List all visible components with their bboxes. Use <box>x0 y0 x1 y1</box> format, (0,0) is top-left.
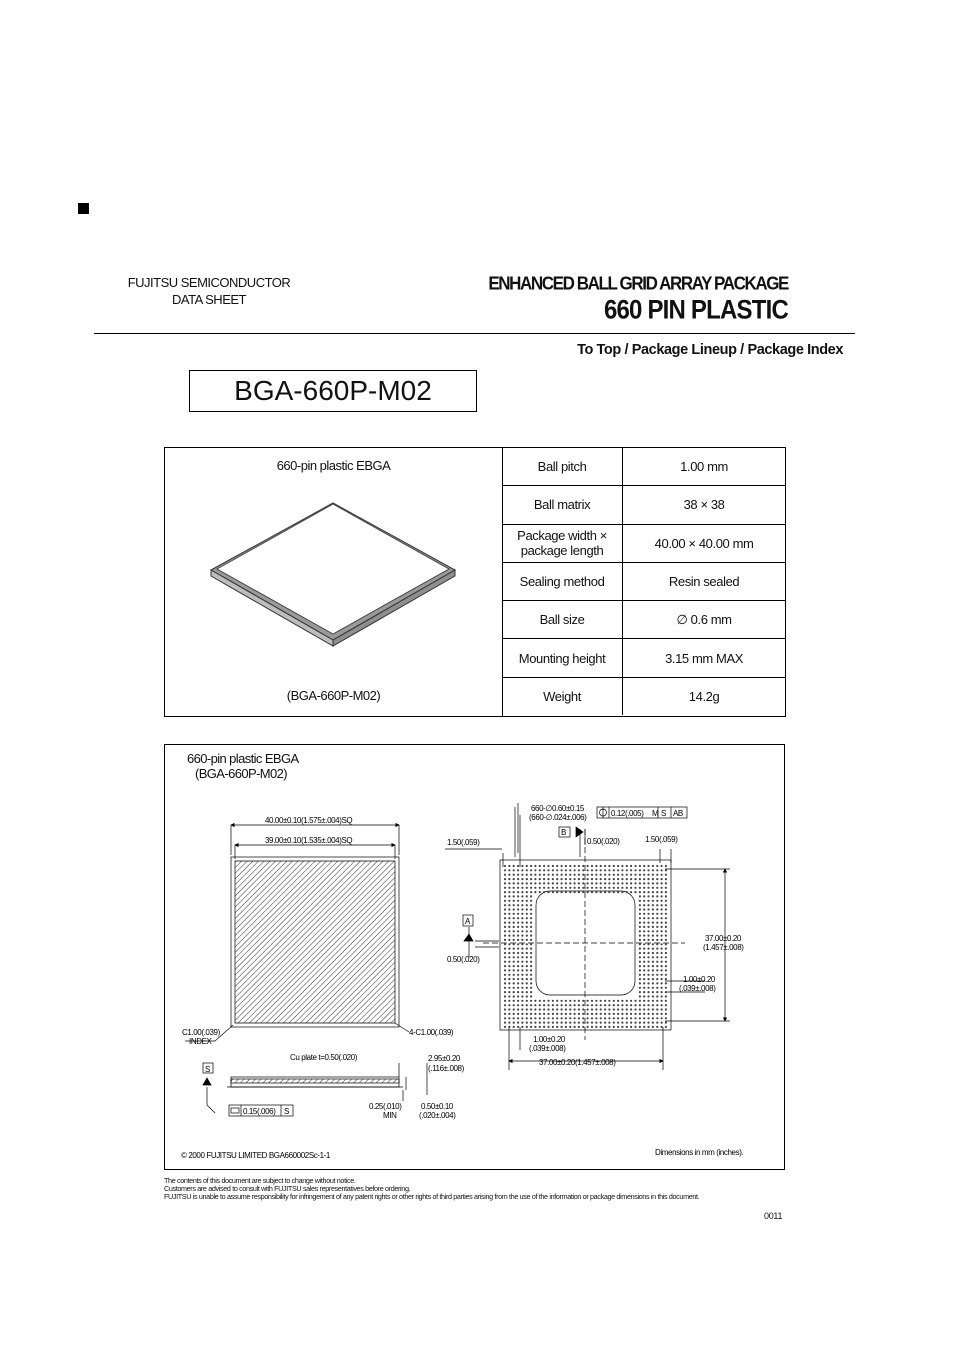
position-modifier: M <box>652 809 659 818</box>
doc-type: DATA SHEET <box>172 292 246 307</box>
package-illustration-cell <box>165 448 503 716</box>
flatness-value: 0.15(.006) <box>243 1107 276 1116</box>
dim-ball-height-inch: (.020±.004) <box>419 1111 456 1120</box>
dimension-drawing-panel <box>164 744 785 1170</box>
spec-row <box>502 601 785 639</box>
flatness-datum: S <box>284 1107 289 1116</box>
datum-b-label: B <box>561 828 566 837</box>
maker-name: FUJITSU SEMICONDUCTOR <box>127 275 291 290</box>
spec-value: 40.00 × 40.00 mm <box>623 524 785 562</box>
dim-pitch-bottom-inch: (.039±.008) <box>529 1044 566 1053</box>
dim-ball-diameter: 660-∅0.60±0.15 <box>531 804 584 813</box>
nav-link-top[interactable]: To Top <box>577 342 621 358</box>
package-code-box: BGA-660P-M02 <box>189 370 477 412</box>
index-label: INDEX <box>189 1037 212 1046</box>
dim-ball-span-vertical-inch: (1.457±.008) <box>703 943 744 952</box>
illustration-code: (BGA-660P-M02) <box>286 688 381 703</box>
dim-ball-height: 0.50±0.10 <box>421 1102 453 1111</box>
dim-body-size: 39.00±0.10(1.535±.004)SQ <box>265 836 353 845</box>
dim-corner-chamfer: 4-C1.00(.039) <box>409 1028 454 1037</box>
nav-separator: / <box>620 342 632 358</box>
maker-block <box>100 274 318 308</box>
footer-note: FUJITSU is unable to assume responsibility for infringement of any patent rights or other rights of third parties arising from the use of the information or package dimensions in this document. <box>164 1192 700 1202</box>
package-family-title: ENHANCED BALL GRID ARRAY PACKAGE <box>488 273 788 294</box>
position-datum-s: S <box>661 809 666 818</box>
spec-value: 14.2g <box>688 688 720 704</box>
spec-row <box>502 677 785 715</box>
spec-value: 38 × 38 <box>623 486 785 524</box>
dim-ball-diameter-inch: (660-∅.024±.006) <box>529 813 587 822</box>
spec-value: 1.00 mm <box>623 448 785 486</box>
spec-key: Package width × package length <box>502 524 623 562</box>
section-bullet <box>78 203 89 214</box>
footer-note: The contents of this document are subject to change without notice. <box>164 1176 356 1185</box>
package-dimension-drawing <box>165 745 784 1169</box>
cu-plate-note: Cu plate t=0.50(.020) <box>290 1053 357 1062</box>
dim-height: 2.95±0.20 <box>428 1054 460 1063</box>
header-divider <box>94 333 855 334</box>
dim-edge-right: 1.50(.059) <box>645 835 678 844</box>
spec-value: 3.15 mm MAX <box>623 639 785 677</box>
spec-row <box>502 562 785 600</box>
package-3d-illustration <box>205 498 465 648</box>
drawing-copyright: © 2000 FUJITSU LIMITED BGA660002Sc-1-1 <box>181 1151 330 1160</box>
nav-separator: / <box>736 342 748 358</box>
dim-edge-left: 1.50(.059) <box>447 838 480 847</box>
spec-panel <box>164 447 786 717</box>
navigation-links <box>577 342 843 358</box>
spec-key: Sealing method <box>502 562 623 600</box>
package-pin-title: 660 PIN PLASTIC <box>603 295 788 326</box>
dim-standoff: 0.25(.010) <box>369 1102 402 1111</box>
page-number: 0011 <box>764 1211 783 1221</box>
dim-datum-b-offset: 0.50(.020) <box>587 837 620 846</box>
dim-datum-a-offset: 0.50(.020) <box>447 955 480 964</box>
dim-package-size: 40.00±0.10(1.575±.004)SQ <box>265 816 353 825</box>
position-datum-ab: AB <box>673 809 683 818</box>
drawing-code-line: (BGA-660P-M02) <box>195 766 288 781</box>
spec-row <box>502 639 785 677</box>
datum-s-label: S <box>205 1065 210 1074</box>
datum-a-label: A <box>465 917 470 926</box>
dim-index-chamfer: C1.00(.039) <box>182 1028 220 1037</box>
nav-link-package-index[interactable]: Package Index <box>747 342 843 358</box>
dim-pitch-right-inch: (.039±.008) <box>679 984 716 993</box>
dim-pitch-right: 1.00±0.20 <box>683 975 715 984</box>
spec-value: Resin sealed <box>623 562 785 600</box>
spec-table <box>502 448 785 715</box>
spec-row <box>502 524 785 562</box>
spec-value: ∅ 0.6 mm <box>623 601 785 639</box>
drawing-units-note: Dimensions in mm (inches). <box>655 1148 744 1157</box>
footer-notes <box>164 1177 699 1202</box>
dim-ball-span-horizontal: 37.00±0.20(1.457±.008) <box>539 1058 616 1067</box>
spec-key: Ball matrix <box>502 486 623 524</box>
position-tolerance: 0.12(.005) <box>611 809 644 818</box>
spec-key: Mounting height <box>502 639 623 677</box>
dim-pitch-bottom: 1.00±0.20 <box>533 1035 565 1044</box>
spec-row <box>502 448 785 486</box>
dim-ball-span-vertical: 37.00±0.20 <box>705 934 741 943</box>
illustration-title: 660-pin plastic EBGA <box>276 458 391 473</box>
drawing-title-line: 660-pin plastic EBGA <box>187 751 299 766</box>
nav-link-package-lineup[interactable]: Package Lineup <box>631 342 737 358</box>
spec-key: Ball size <box>502 601 623 639</box>
spec-row <box>502 486 785 524</box>
spec-key: Weight <box>502 677 623 715</box>
spec-key: Ball pitch <box>502 448 623 486</box>
dim-height-inch: (.116±.008) <box>428 1064 464 1073</box>
dim-standoff-min: MIN <box>383 1111 397 1120</box>
footer-note: Customers are advised to consult with FUJITSU sales representatives before ordering. <box>164 1184 411 1194</box>
